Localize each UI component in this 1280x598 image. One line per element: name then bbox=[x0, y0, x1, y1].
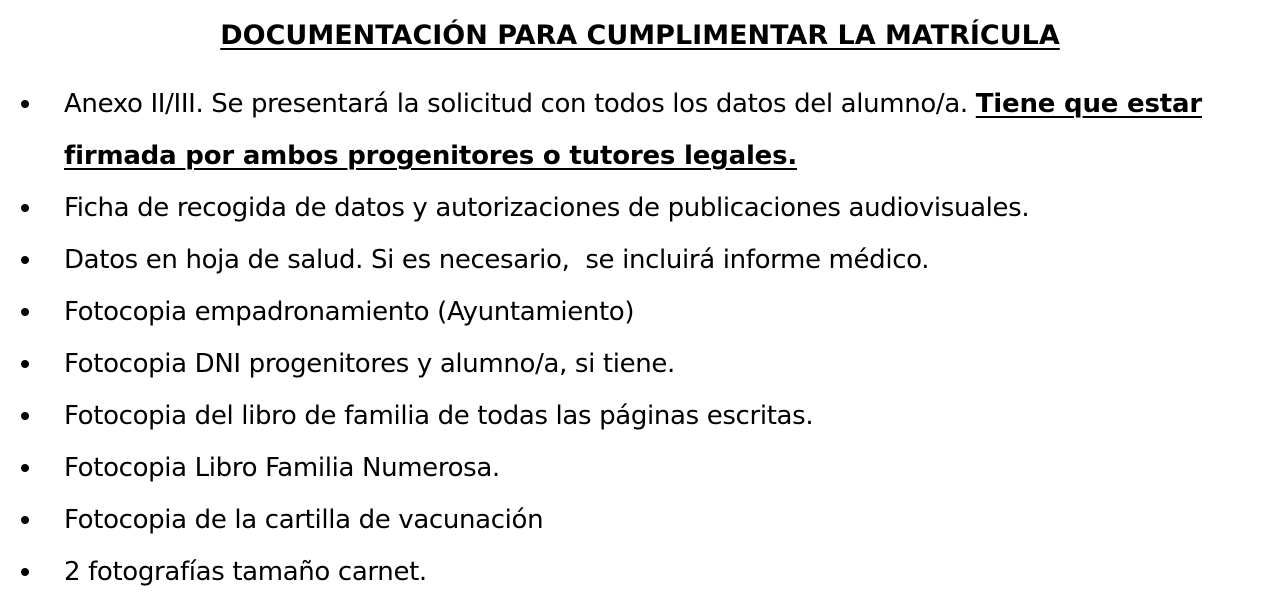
signature-requirement-note: Tiene que estar firmada por ambos progenitores o tutores legales. bbox=[64, 89, 1202, 171]
bullet-icon bbox=[21, 360, 29, 368]
bullet-icon bbox=[21, 204, 29, 212]
list-item-familia-numerosa bbox=[0, 442, 1280, 494]
list-item-label: Fotocopia empadronamiento (Ayuntamiento) bbox=[64, 297, 635, 327]
list-item-text bbox=[64, 89, 1202, 171]
list-item-label: 2 fotografías tamaño carnet. bbox=[64, 557, 427, 587]
bullet-icon bbox=[21, 412, 29, 420]
bullet-icon bbox=[21, 516, 29, 524]
list-item-cartilla-vacunacion bbox=[0, 494, 1280, 546]
bullet-icon bbox=[21, 100, 29, 108]
list-item-hoja-salud bbox=[0, 234, 1280, 286]
bullet-icon bbox=[21, 464, 29, 472]
list-item-fotografias bbox=[0, 546, 1280, 598]
list-item-label: Fotocopia del libro de familia de todas las páginas escritas. bbox=[64, 401, 814, 431]
list-item-libro-familia bbox=[0, 390, 1280, 442]
documentation-list bbox=[0, 78, 1280, 598]
list-item-anexo bbox=[0, 78, 1280, 182]
bullet-icon bbox=[21, 568, 29, 576]
document-title: DOCUMENTACIÓN PARA CUMPLIMENTAR LA MATRÍCULA bbox=[220, 20, 1060, 51]
list-item-label: Anexo II/III. Se presentará la solicitud con todos los datos del alumno/a. bbox=[64, 89, 976, 119]
list-item-label: Fotocopia DNI progenitores y alumno/a, si tiene. bbox=[64, 349, 675, 379]
bullet-icon bbox=[21, 256, 29, 264]
list-item-dni bbox=[0, 338, 1280, 390]
list-item-empadronamiento bbox=[0, 286, 1280, 338]
list-item-ficha-datos bbox=[0, 182, 1280, 234]
list-item-label: Fotocopia Libro Familia Numerosa. bbox=[64, 453, 500, 483]
bullet-icon bbox=[21, 308, 29, 316]
list-item-label: Datos en hoja de salud. Si es necesario, se incluirá informe médico. bbox=[64, 245, 930, 275]
list-item-label: Ficha de recogida de datos y autorizaciones de publicaciones audiovisuales. bbox=[64, 193, 1030, 223]
list-item-label: Fotocopia de la cartilla de vacunación bbox=[64, 505, 544, 535]
